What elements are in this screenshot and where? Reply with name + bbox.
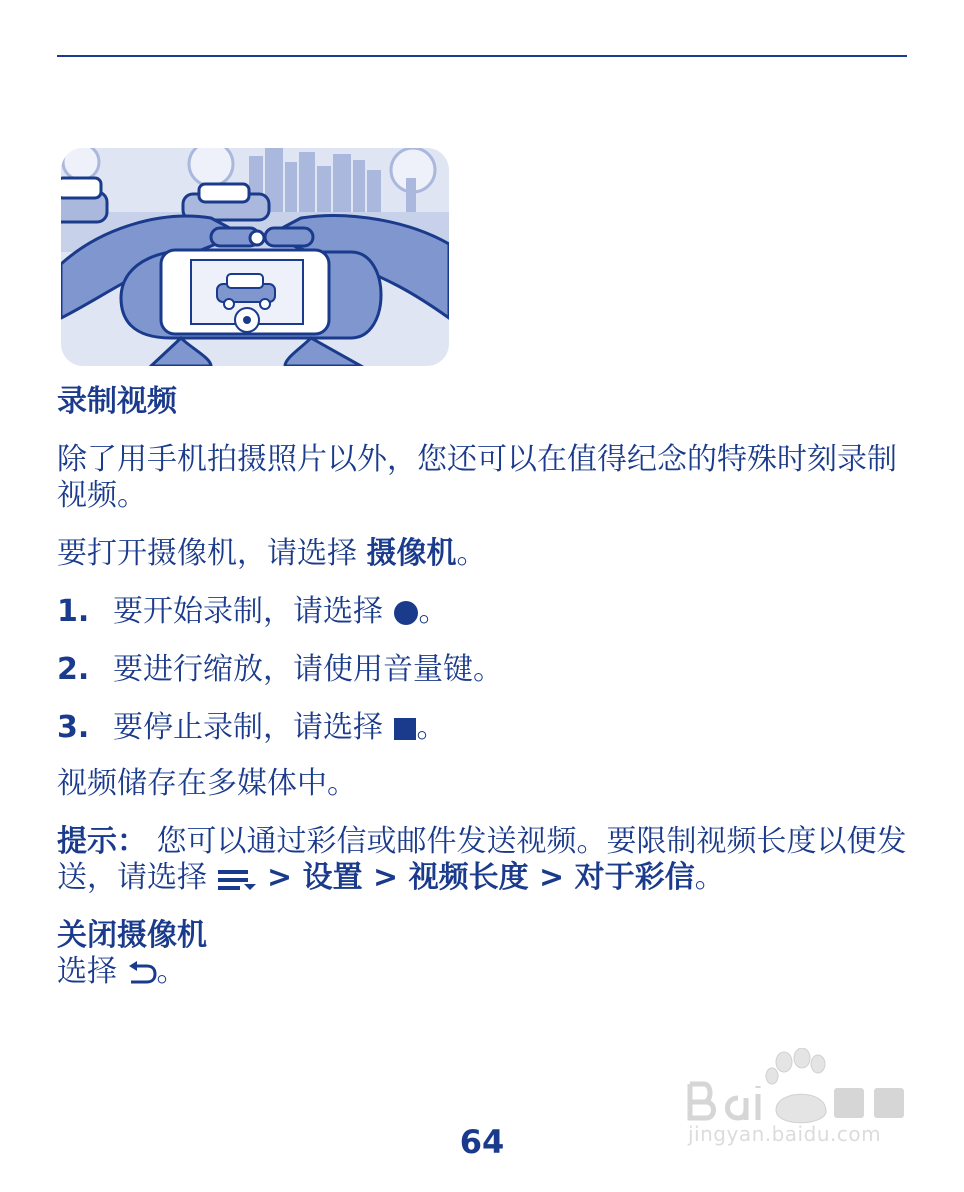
step-suffix: 。 — [416, 710, 447, 745]
close-camera-title: 关闭摄像机 — [57, 918, 207, 953]
step-1 — [57, 594, 917, 630]
back-arrow-icon — [127, 960, 157, 986]
saved-paragraph: 视频储存在多媒体中。 — [57, 766, 357, 801]
step-text: 要开始录制，请选择 — [113, 594, 393, 629]
path-separator: > — [528, 860, 575, 895]
step-3 — [57, 710, 917, 746]
close-camera-paragraph — [57, 954, 917, 990]
step-number: 3. — [57, 710, 90, 745]
intro-paragraph: 除了用手机拍摄照片以外，您还可以在值得纪念的特殊时刻录制视频。 — [57, 442, 897, 513]
watermark-url: jingyan.baidu.com — [688, 1122, 882, 1146]
tip-paragraph — [57, 824, 917, 896]
tip-label: 提示： — [57, 824, 147, 859]
settings-label: 设置 — [302, 860, 363, 895]
close-prefix: 选择 — [57, 954, 127, 989]
step-suffix: 。 — [418, 594, 449, 629]
step-2 — [57, 652, 917, 688]
open-camera-paragraph — [57, 536, 917, 572]
section-title: 录制视频 — [57, 384, 177, 419]
step-number: 2. — [57, 652, 90, 687]
open-suffix: 。 — [456, 536, 487, 571]
close-suffix: 。 — [156, 954, 187, 989]
path-separator: > — [256, 860, 303, 895]
for-mms-label: 对于彩信 — [574, 860, 695, 895]
step-text: 要进行缩放，请使用音量键。 — [113, 652, 503, 687]
top-rule — [57, 55, 907, 57]
stop-square-icon — [393, 717, 417, 741]
camera-illustration — [61, 148, 449, 366]
step-text: 要停止录制，请选择 — [113, 710, 393, 745]
video-length-label: 视频长度 — [408, 860, 529, 895]
step-number: 1. — [57, 594, 90, 629]
page-number: 64 — [459, 1123, 505, 1161]
path-separator: > — [362, 860, 409, 895]
content — [57, 378, 917, 990]
camera-app-label: 摄像机 — [366, 536, 457, 571]
tip-text: 您可以通过彩信或邮件发送视频。要限制视频长度以便发送，请选择 — [57, 824, 907, 895]
open-prefix: 要打开摄像机，请选择 — [57, 536, 367, 571]
record-dot-icon — [393, 600, 419, 626]
tip-end: 。 — [694, 860, 725, 895]
options-menu-icon — [217, 867, 257, 891]
